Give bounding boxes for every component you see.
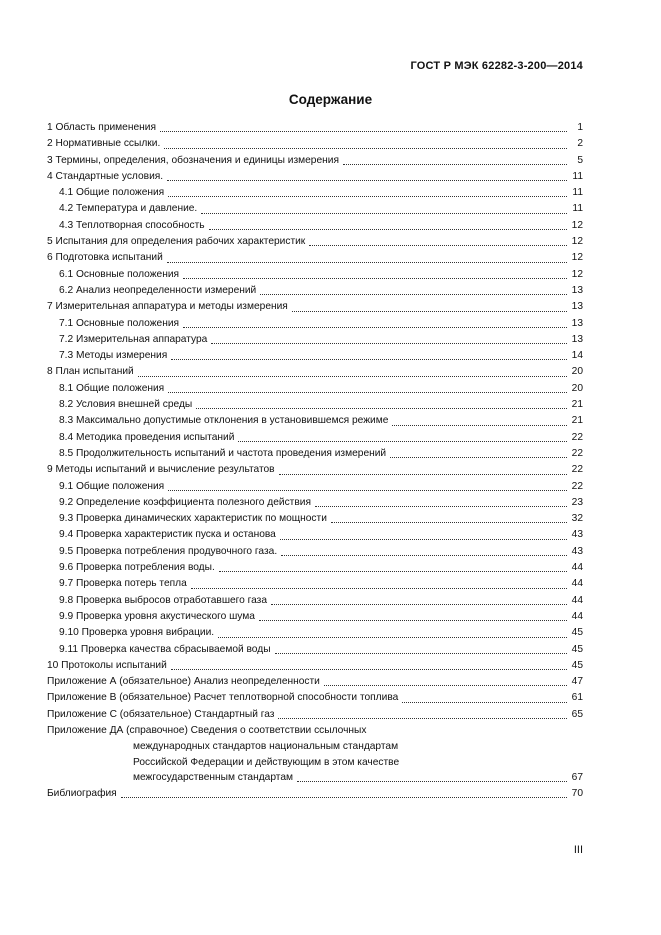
- toc-entry-text: 9.7 Проверка потерь тепла: [59, 578, 187, 590]
- dot-leader: [309, 244, 567, 246]
- toc-page-number: 65: [571, 708, 583, 720]
- toc-entry[interactable]: [47, 234, 583, 250]
- toc-page-number: 11: [572, 170, 583, 182]
- toc-entry-text-continued: Российской Федерации и действующим в этом качестве: [133, 756, 400, 768]
- toc-entry[interactable]: [47, 446, 583, 462]
- dot-leader: [279, 473, 567, 475]
- dot-leader: [164, 147, 567, 149]
- toc-entry[interactable]: [47, 674, 583, 690]
- dot-leader: [331, 521, 567, 523]
- toc-entry-text: 4 Стандартные условия.: [47, 170, 164, 182]
- toc-entry[interactable]: [47, 544, 583, 560]
- toc-page-number: 44: [571, 562, 583, 574]
- dot-leader: [402, 701, 567, 703]
- toc-page-number: 2: [577, 138, 583, 150]
- toc-page-number: 70: [571, 787, 583, 799]
- toc-entry[interactable]: [47, 642, 583, 658]
- dot-leader: [168, 391, 567, 393]
- toc-entry-appendix-da[interactable]: [47, 723, 583, 786]
- toc-entry-text-continued: межгосударственным стандартам: [133, 772, 293, 784]
- toc-entry[interactable]: [47, 593, 583, 609]
- toc-page-number: 43: [571, 545, 583, 557]
- toc-entry-text: 6.1 Основные положения: [59, 268, 180, 280]
- toc-page-number: 67: [571, 772, 583, 784]
- dot-leader: [392, 424, 567, 426]
- toc-page-number: 5: [577, 154, 583, 166]
- toc-entry[interactable]: [47, 560, 583, 576]
- dot-leader: [167, 261, 567, 263]
- toc-entry-text: 4.1 Общие положения: [59, 187, 165, 199]
- dot-leader: [209, 228, 567, 230]
- toc-entry[interactable]: [47, 658, 583, 674]
- dot-leader: [278, 717, 567, 719]
- toc-entry[interactable]: [47, 120, 583, 136]
- toc-entry[interactable]: [47, 316, 583, 332]
- toc-entry-text: 3 Термины, определения, обозначения и единицы измерения: [47, 154, 339, 166]
- toc-entry-text: 7 Измерительная аппаратура и методы измерения: [47, 301, 288, 313]
- toc-page-number: 1: [577, 122, 583, 133]
- toc-entry[interactable]: [47, 625, 583, 641]
- toc-entry[interactable]: [47, 576, 583, 592]
- dot-leader: [219, 570, 567, 572]
- dot-leader: [315, 505, 567, 507]
- toc-entry[interactable]: [47, 479, 583, 495]
- toc-page-number: 22: [571, 480, 583, 492]
- dot-leader: [390, 456, 567, 458]
- toc-page-number: 45: [571, 627, 583, 639]
- toc-entry-text: 9.4 Проверка характеристик пуска и останова: [59, 529, 276, 541]
- toc-page-number: 20: [571, 382, 583, 394]
- toc-entry-text: Приложение В (обязательное) Расчет теплотворной способности топлива: [47, 692, 399, 704]
- toc-page-number: 47: [571, 676, 583, 688]
- toc-entry[interactable]: [47, 397, 583, 413]
- dot-leader: [238, 440, 567, 442]
- toc-page-number: 44: [571, 594, 583, 606]
- toc-page-number: 13: [571, 284, 583, 296]
- toc-entry[interactable]: [47, 267, 583, 283]
- toc-entry-text: 1 Область применения: [47, 122, 156, 133]
- toc-entry[interactable]: [47, 511, 583, 527]
- toc-entry[interactable]: [47, 201, 583, 217]
- toc-entry-text: Приложение А (обязательное) Анализ неопределенности: [47, 676, 320, 688]
- dot-leader: [343, 163, 567, 165]
- dot-leader: [168, 195, 567, 197]
- toc-entry-text: 9.5 Проверка потребления продувочного газа.: [59, 545, 278, 557]
- toc-entry-text: 5 Испытания для определения рабочих характеристик: [47, 236, 306, 248]
- toc-entry[interactable]: [47, 430, 583, 446]
- toc-entry-text: 9.1 Общие положения: [59, 480, 165, 492]
- toc-entry-text: Приложение С (обязательное) Стандартный газ: [47, 708, 275, 720]
- dot-leader: [324, 684, 567, 686]
- toc-page-number: 12: [571, 268, 583, 280]
- toc-entry-text: 2 Нормативные ссылки.: [47, 138, 161, 150]
- dot-leader: [259, 619, 567, 621]
- toc-page-number: 22: [571, 431, 583, 443]
- toc-entry-text: 7.1 Основные положения: [59, 317, 180, 329]
- toc-page-number: 13: [571, 333, 583, 345]
- toc-page-number: 43: [571, 529, 583, 541]
- page-number: III: [573, 844, 583, 856]
- toc-entry-text: 9.8 Проверка выбросов отработавшего газа: [59, 594, 268, 606]
- toc-page-number: 12: [571, 236, 583, 248]
- toc-page-number: 22: [571, 464, 583, 476]
- dot-leader: [271, 603, 567, 605]
- toc-entry-text: 6 Подготовка испытаний: [47, 252, 163, 264]
- toc-page-number: 21: [571, 415, 583, 427]
- toc-page-number: 21: [571, 399, 583, 411]
- toc-entry[interactable]: [47, 462, 583, 478]
- toc-page-number: 45: [571, 643, 583, 655]
- dot-leader: [280, 538, 567, 540]
- dot-leader: [183, 277, 567, 279]
- toc-entry[interactable]: [47, 283, 583, 299]
- toc-entry[interactable]: [47, 495, 583, 511]
- dot-leader: [168, 489, 567, 491]
- dot-leader: [281, 554, 567, 556]
- dot-leader: [292, 310, 567, 312]
- dot-leader: [275, 652, 567, 654]
- toc-page-number: 12: [571, 219, 583, 231]
- dot-leader: [138, 375, 567, 377]
- toc-entry[interactable]: [47, 299, 583, 315]
- toc-page-number: 11: [572, 203, 583, 215]
- toc-page-number: 20: [571, 366, 583, 378]
- toc-entry[interactable]: [47, 690, 583, 706]
- dot-leader: [297, 780, 567, 782]
- toc-entry-text: 8.2 Условия внешней среды: [59, 399, 193, 411]
- dot-leader: [260, 293, 567, 295]
- dot-leader: [211, 342, 567, 344]
- toc-entry-text: 9.9 Проверка уровня акустического шума: [59, 610, 255, 622]
- dot-leader: [171, 358, 567, 360]
- toc-entry[interactable]: [47, 381, 583, 397]
- toc-entry[interactable]: [47, 185, 583, 201]
- toc-page-number: 13: [571, 317, 583, 329]
- toc-entry-text-continued: международных стандартов национальным стандартам: [133, 741, 399, 753]
- toc-entry[interactable]: [47, 527, 583, 543]
- toc-entry-text: Библиография: [47, 787, 117, 799]
- toc-entry-text: 8 План испытаний: [47, 366, 134, 378]
- toc-page-number: 12: [571, 252, 583, 264]
- toc-entry[interactable]: [47, 364, 583, 380]
- toc-entry[interactable]: [47, 153, 583, 169]
- toc-page-number: 44: [571, 610, 583, 622]
- dot-leader: [201, 212, 567, 214]
- toc-page-number: 13: [571, 301, 583, 313]
- toc-page-number: 61: [571, 692, 583, 704]
- toc-entries: [47, 120, 583, 723]
- toc-entry-text: 4.2 Температура и давление.: [59, 203, 198, 215]
- toc-entry-text: 9 Методы испытаний и вычисление результатов: [47, 464, 275, 476]
- toc-entry[interactable]: [47, 609, 583, 625]
- toc-entry-text: 8.3 Максимально допустимые отклонения в установившемся режиме: [59, 415, 389, 427]
- dot-leader: [191, 587, 567, 589]
- toc-page-number: 11: [572, 187, 583, 199]
- toc-page-number: 14: [571, 350, 583, 362]
- toc-page-number: 45: [571, 659, 583, 671]
- toc-entry-text: 6.2 Анализ неопределенности измерений: [59, 284, 257, 296]
- toc-entry-text: 8.4 Методика проведения испытаний: [59, 431, 235, 443]
- toc-entry[interactable]: [47, 169, 583, 185]
- dot-leader: [167, 179, 567, 181]
- toc-entry-text: 9.11 Проверка качества сбрасываемой воды: [59, 643, 271, 655]
- dot-leader: [160, 130, 567, 132]
- toc-entry[interactable]: [47, 332, 583, 348]
- toc-entry[interactable]: [47, 136, 583, 152]
- toc-entry-text: 4.3 Теплотворная способность: [59, 219, 205, 231]
- dot-leader: [218, 636, 567, 638]
- toc-page-number: 23: [571, 496, 583, 508]
- toc-entry-text: 9.3 Проверка динамических характеристик по мощности: [59, 513, 327, 525]
- toc-entry-text: 8.5 Продолжительность испытаний и частота проведения измерений: [59, 447, 387, 459]
- page-title: Содержание: [288, 92, 373, 107]
- toc-entry[interactable]: [47, 413, 583, 429]
- table-of-contents: [47, 120, 583, 802]
- dot-leader: [171, 668, 567, 670]
- toc-page-number: 44: [571, 578, 583, 590]
- toc-entry-text: 9.6 Проверка потребления воды.: [59, 562, 215, 574]
- toc-entry-text: 9.2 Определение коэффициента полезного действия: [59, 496, 311, 508]
- toc-entry-text: 7.2 Измерительная аппаратура: [59, 333, 208, 345]
- toc-entry-text: 10 Протоколы испытаний: [47, 659, 167, 671]
- toc-page-number: 22: [571, 447, 583, 459]
- toc-page-number: 32: [571, 513, 583, 525]
- toc-entry[interactable]: [47, 218, 583, 234]
- dot-leader: [121, 796, 567, 798]
- dot-leader: [183, 326, 567, 328]
- toc-entry[interactable]: [47, 707, 583, 723]
- standard-designation: ГОСТ Р МЭК 62282-3-200—2014: [410, 60, 583, 72]
- toc-entry-text: 7.3 Методы измерения: [59, 350, 168, 362]
- toc-entry[interactable]: [47, 250, 583, 266]
- toc-entry[interactable]: [47, 348, 583, 364]
- toc-entry-text: 8.1 Общие положения: [59, 382, 165, 394]
- toc-entry-text: Приложение ДА (справочное) Сведения о соответствии ссылочных: [47, 724, 367, 736]
- toc-entry-text: 9.10 Проверка уровня вибрации.: [59, 627, 215, 639]
- toc-entry-bibliography[interactable]: [47, 786, 583, 802]
- dot-leader: [196, 407, 567, 409]
